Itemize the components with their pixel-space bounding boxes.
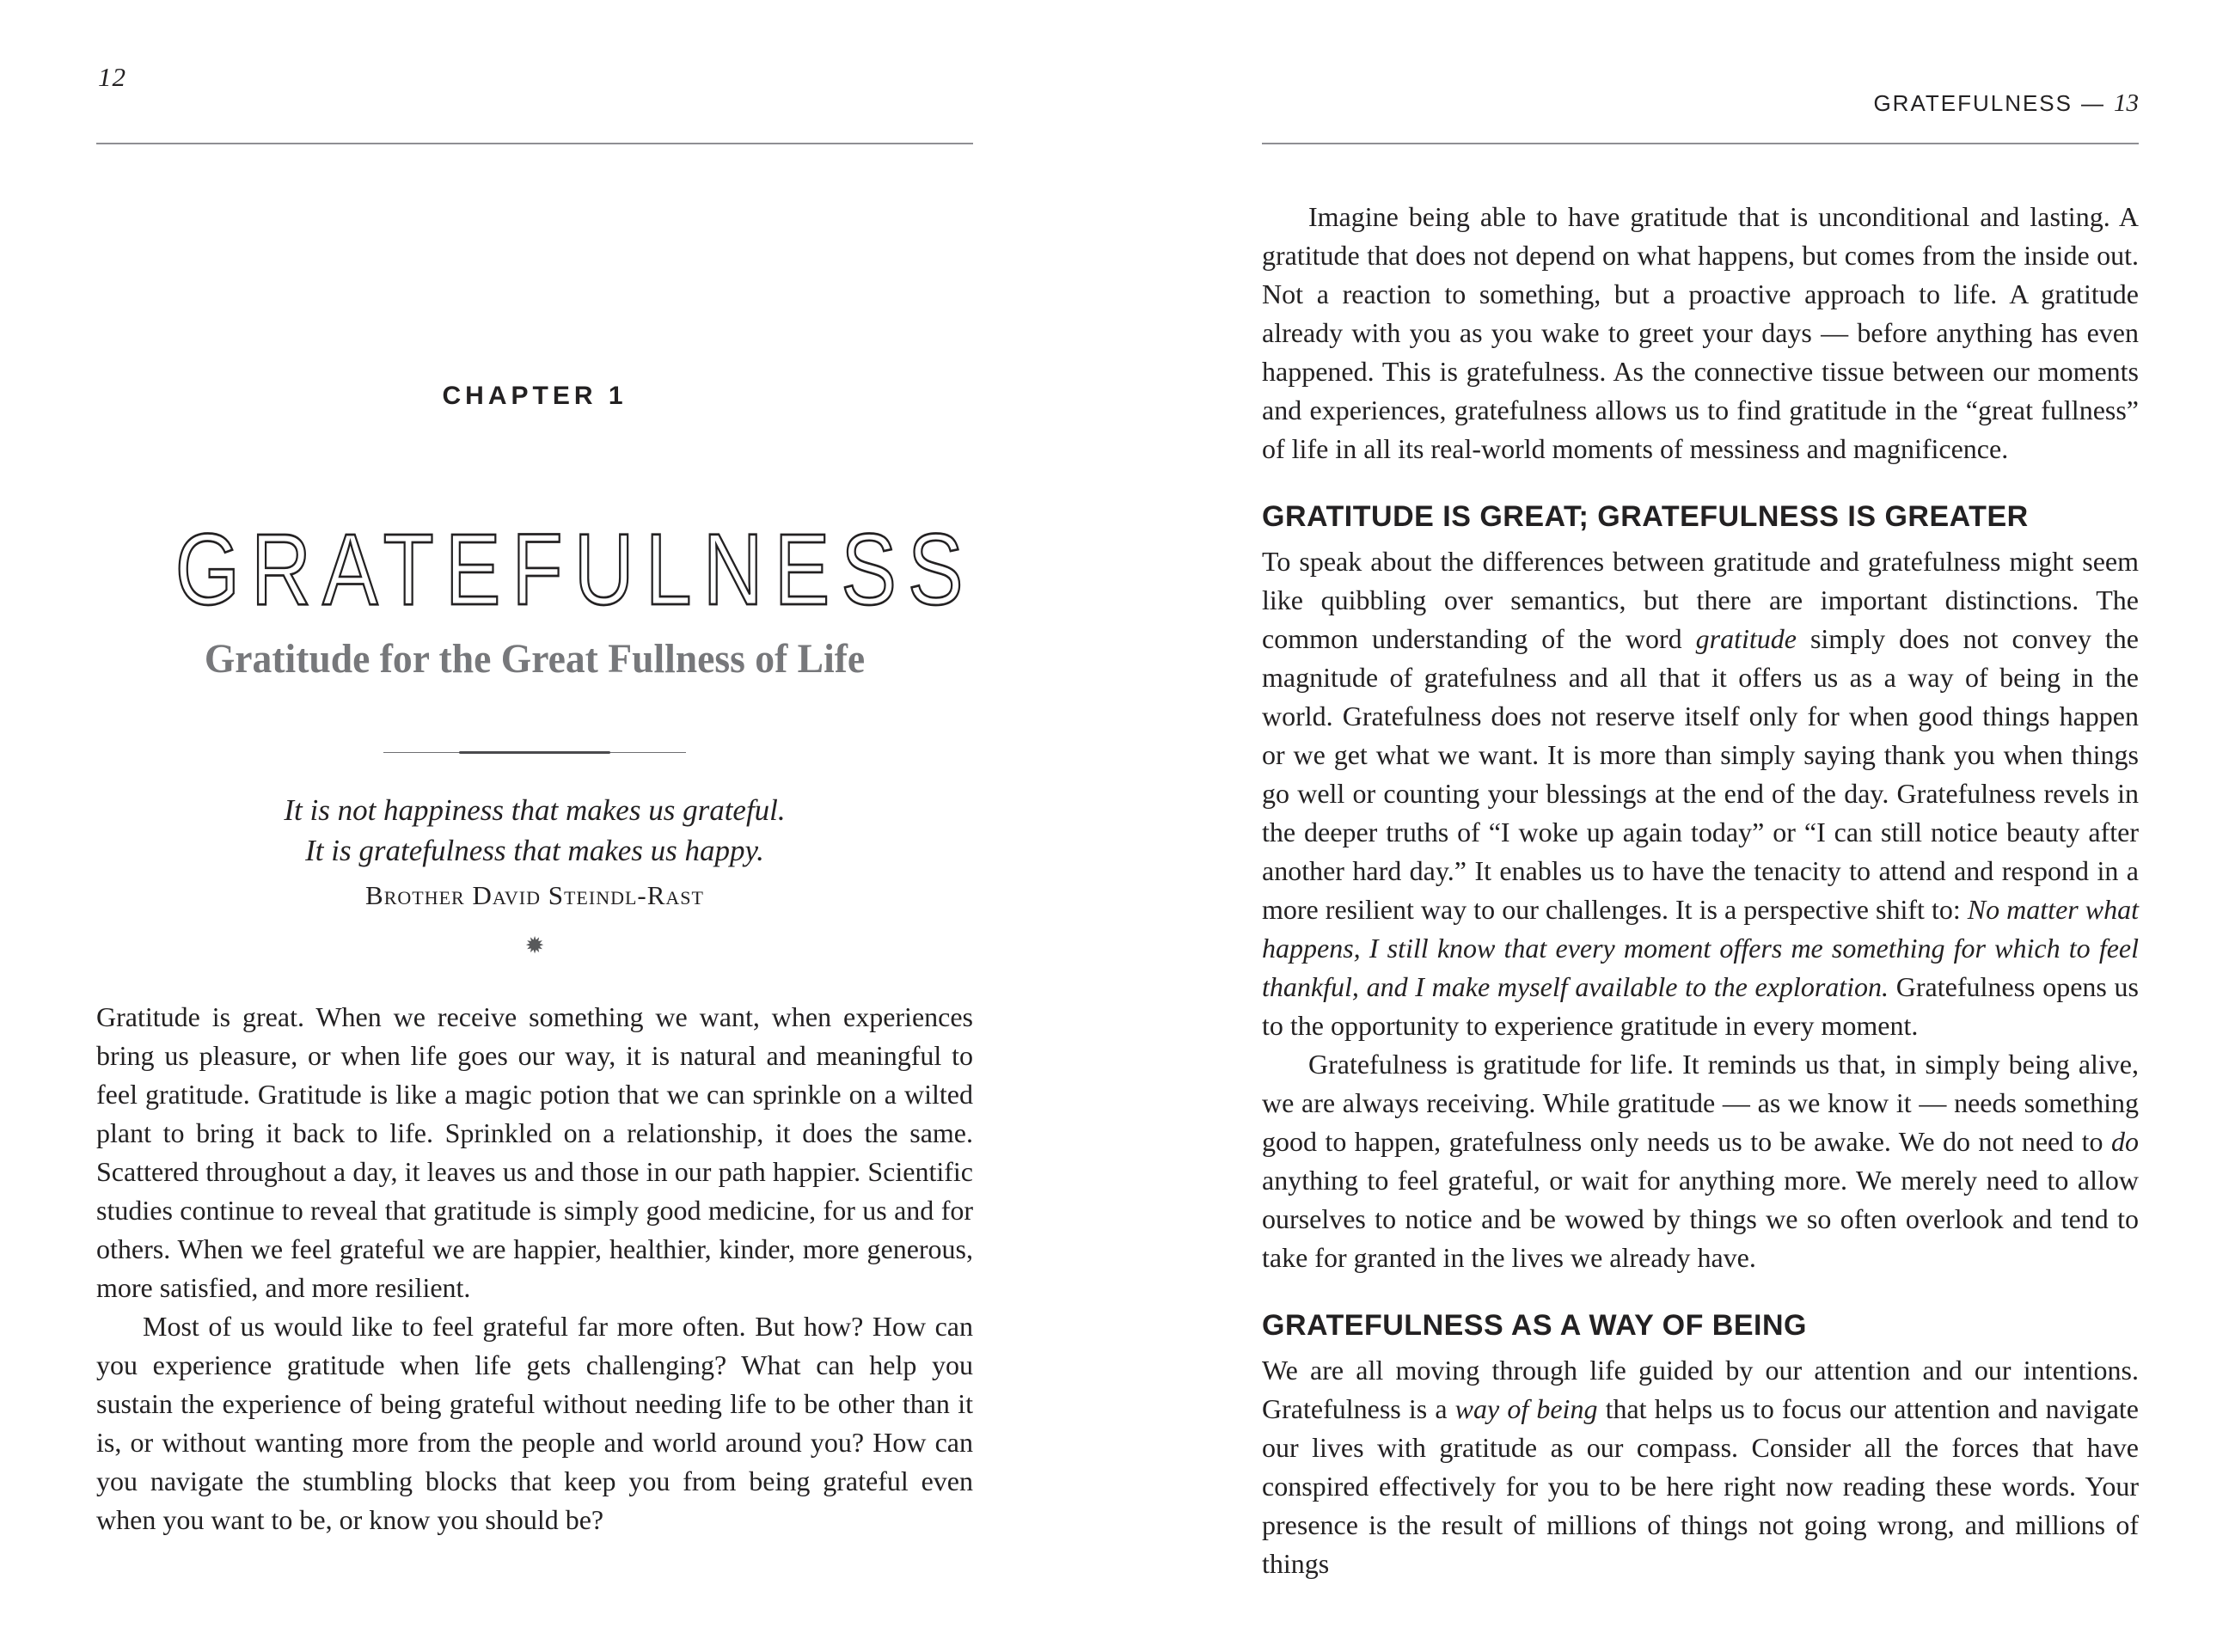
section-2-paragraph (1262, 1351, 2139, 1583)
section-1-paragraph-2 (1262, 1045, 2139, 1277)
header-rule-left (96, 143, 973, 144)
page-number-right: 13 (2114, 89, 2139, 117)
italic-text-run: do (2111, 1126, 2139, 1157)
section-1-heading: GRATITUDE IS GREAT; GRATEFULNESS IS GREATER (1262, 500, 2029, 533)
text-run: We are all moving through life guided by our attention and our intentions. Gratefulness is a (1262, 1355, 2139, 1424)
epigraph (96, 790, 973, 912)
epigraph-attribution: Brother David Steindl-Rast (365, 880, 704, 910)
questions-paragraph: Most of us would like to feel grateful far more often. But how? How can you experience gratitude when life gets challenging? What can help you sustain the experience of being grateful without needing life to be other than it is, or without wanting more from the people and world around you? How can you navigate the stumbling blocks that keep you from being grateful even when you want to be, or know you should be? (96, 1311, 973, 1535)
chapter-label: CHAPTER 1 (442, 382, 628, 410)
header-rule-right (1262, 143, 2139, 144)
intro-paragraph: Imagine being able to have gratitude that is unconditional and lasting. A gratitude that does not depend on what happens, but comes from the inside out. Not a reaction to something, but a proactive approach to life. A gratitude already with you as you wake to greet your days — before anything has even happened. This is gratefulness. As the connective tissue between our moments and experiences, gratefulness allows us to find gratitude in the “great fullness” of life in all its real-world moments of messiness and magnificence. (1262, 201, 2139, 464)
running-header (1873, 91, 2139, 116)
running-header-separator: — (2081, 90, 2105, 116)
page-number-left: 12 (98, 62, 126, 92)
italic-text-run: gratitude (1695, 623, 1797, 654)
chapter-opener (96, 383, 973, 960)
italic-text-run: way of being (1454, 1393, 1598, 1424)
chapter-title: GRATEFULNESS (175, 513, 975, 627)
opening-paragraph: Gratitude is great. When we receive something we want, when experiences bring us pleasure, or when life goes our way, it is natural and meaningful to feel gratitude. Gratitude is like a magic potion that we can sprinkle on a wilted plant to bring it back to life. Sprinkled on a relationship, it does the same. Scattered throughout a day, it leaves us and those in our path happier. Scientific studies continue to reveal that gratitude is simply good medicine, for us and for others. When we feel grateful we are happier, healthier, kinder, more generous, more satisfied, and more resilient. (96, 1001, 973, 1303)
left-body-text (96, 998, 973, 1539)
text-run: that helps us to focus our attention and navigate our lives with gratitude as our compass. Consider all the forces that have conspired effectively for you to be here right now reading these words. Your presence is the result of millions of things not going wrong, and millions of things (1262, 1393, 2140, 1579)
epigraph-line-2: It is gratefulness that makes us happy. (305, 834, 764, 867)
section-2-heading: GRATEFULNESS AS A WAY OF BEING (1262, 1309, 1807, 1342)
text-run: Gratefulness is gratitude for life. It reminds us that, in simply being alive, we are always receiving. While gratitude — as we know it — needs something good to happen, gratefulness only needs us to be awake. We do not need to (1262, 1049, 2139, 1157)
italic-text-run: No matter what happens, I still know that every moment offers me something for which to feel thankful, and I make myself available to the exploration. (1262, 894, 2140, 1002)
text-run: simply does not convey the magnitude of gratefulness and all that it offers us as a way of being in the world. Gratefulness does not reserve itself only for when good things happen or we get what we want. It is more than simply saying thank you when things go well or counting your blessings at the end of the day. Gratefulness revels in the deeper truths of “I woke up again today” or “I can still notice beauty after another hard day.” It enables us to have the tenacity to attend and respond in a more resilient way to our challenges. It is a perspective shift to: (1262, 623, 2140, 925)
right-body-text (1262, 0, 2139, 1583)
epigraph-line-1: It is not happiness that makes us grateful. (284, 793, 786, 827)
text-run: Gratefulness opens us to the opportunity to experience gratitude in every moment. (1262, 971, 2140, 1041)
text-run: anything to feel grateful, or wait for anything more. We merely need to allow ourselves to notice and be wowed by things we so often overlook and tend to take for granted in the lives we already have. (1262, 1165, 2139, 1273)
text-run: To speak about the differences between gratitude and gratefulness might seem like quibbling over semantics, but there are important distinctions. The common understanding of the word (1262, 546, 2139, 654)
page-right (1262, 0, 2139, 1583)
star-ornament-icon: ✹ (524, 933, 545, 959)
running-header-title: GRATEFULNESS (1873, 90, 2073, 116)
tapered-divider-rule (383, 751, 686, 754)
page-left (96, 0, 973, 1539)
chapter-subtitle: Gratitude for the Great Fullness of Life (204, 636, 866, 682)
section-1-paragraph-1 (1262, 542, 2139, 1045)
